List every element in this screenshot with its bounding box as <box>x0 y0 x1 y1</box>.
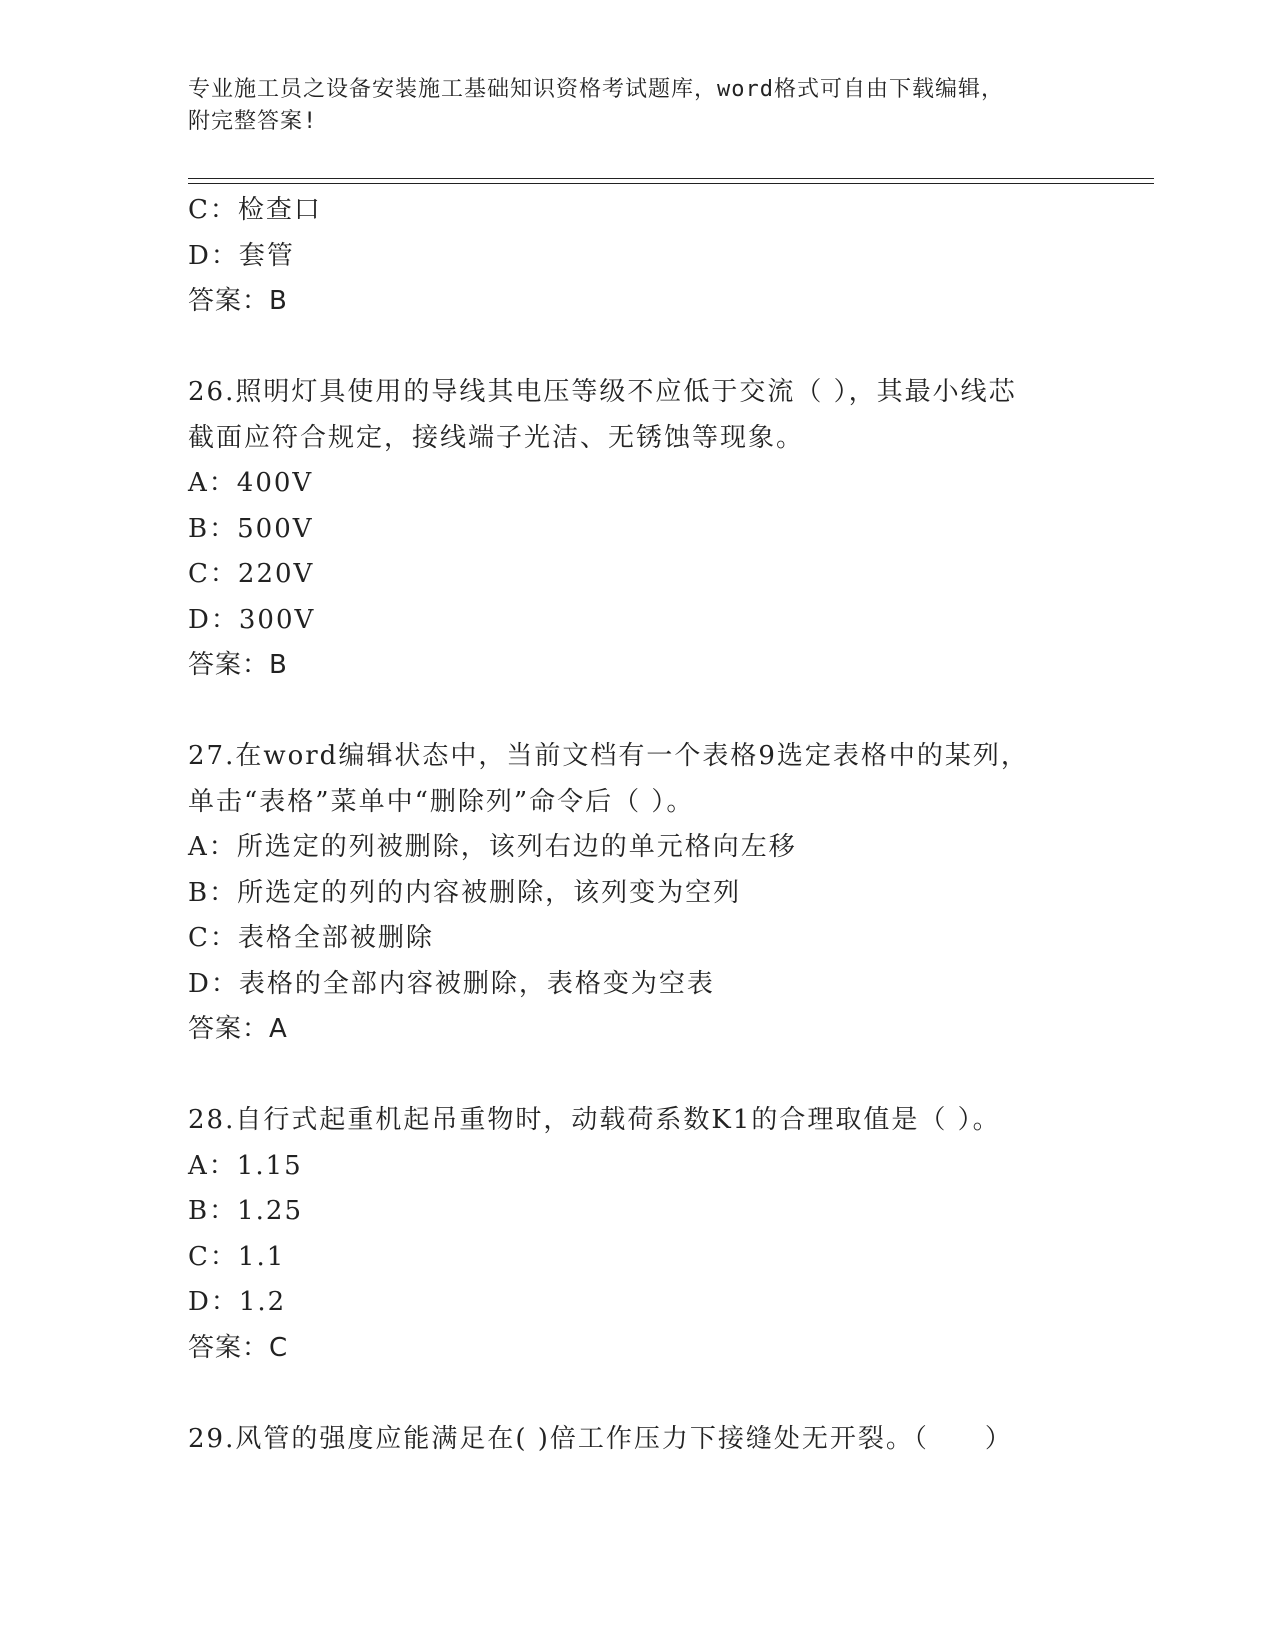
answer-line: 答案：C <box>188 1332 289 1363</box>
option-label: A： <box>188 832 237 862</box>
option-text: 1.15 <box>236 1150 303 1181</box>
option-c <box>188 188 1148 234</box>
question-text-line: 29.风管的强度应能满足在( )倍工作压力下接缝处无开裂。（ ） <box>188 1423 1013 1454</box>
option-d <box>188 1280 1148 1326</box>
question-text-line: 27.在word编辑状态中，当前文档有一个表格9选定表格中的某列， <box>188 741 1029 771</box>
option-label: B： <box>188 1196 238 1226</box>
option-label: A： <box>188 468 237 498</box>
option-label: B： <box>188 877 238 908</box>
question-27 <box>188 734 1148 1053</box>
option-b <box>188 507 1148 553</box>
answer-line: 答案：A <box>188 1014 288 1044</box>
option-label: D： <box>188 240 239 271</box>
option-label: C： <box>188 559 238 589</box>
spacer <box>188 1053 1148 1099</box>
option-text: 所选定的列被删除，该列右边的单元格向左移 <box>236 832 797 862</box>
answer-line: 答案：B <box>188 650 288 680</box>
question-29 <box>188 1417 1148 1463</box>
option-label: D： <box>188 968 239 999</box>
option-label: C： <box>188 923 238 953</box>
option-c <box>188 1235 1148 1281</box>
option-label: D： <box>188 1287 239 1317</box>
option-text: 表格的全部内容被删除，表格变为空表 <box>238 968 715 999</box>
option-text: 检查口 <box>237 195 322 225</box>
option-c <box>188 552 1148 598</box>
option-a <box>188 1144 1148 1190</box>
option-text: 1.1 <box>237 1241 286 1272</box>
option-label: C： <box>188 1241 238 1272</box>
option-text: 1.2 <box>238 1287 287 1317</box>
option-label: A： <box>188 1150 237 1181</box>
header-title-line-2: 附完整答案! <box>188 109 318 134</box>
document-body <box>188 188 1148 1462</box>
option-d <box>188 234 1148 280</box>
header-divider <box>188 178 1154 184</box>
option-text: 表格全部被删除 <box>237 923 434 953</box>
question-26 <box>188 370 1148 689</box>
option-d <box>188 962 1148 1008</box>
spacer <box>188 1371 1148 1417</box>
question-25-continued <box>188 188 1148 325</box>
option-text: 400V <box>236 468 314 498</box>
spacer <box>188 689 1148 735</box>
answer-line: 答案：B <box>188 286 288 316</box>
option-a <box>188 461 1148 507</box>
option-text: 500V <box>237 513 314 544</box>
option-text: 所选定的列的内容被删除，该列变为空列 <box>237 877 742 908</box>
header-title-line-1: 专业施工员之设备安装施工基础知识资格考试题库，word格式可自由下载编辑， <box>188 77 1004 102</box>
question-text-line: 截面应符合规定，接线端子光洁、无锈蚀等现象。 <box>188 422 805 453</box>
option-text: 套管 <box>238 240 295 271</box>
option-b <box>188 871 1148 917</box>
option-label: B： <box>188 513 238 544</box>
option-label: C： <box>188 195 238 225</box>
option-label: D： <box>188 604 239 635</box>
option-b <box>188 1189 1148 1235</box>
option-d <box>188 598 1148 644</box>
question-text-line: 28.自行式起重机起吊重物时，动载荷系数K1的合理取值是（ ）。 <box>188 1105 1001 1135</box>
option-a <box>188 825 1148 871</box>
option-text: 1.25 <box>237 1196 303 1226</box>
document-header <box>188 74 1078 138</box>
option-text: 220V <box>237 559 315 589</box>
question-text-line: 26.照明灯具使用的导线其电压等级不应低于交流（ ），其最小线芯 <box>188 377 1017 407</box>
question-text-line: 单击“表格”菜单中“删除列”命令后（ ）。 <box>188 786 695 817</box>
option-text: 300V <box>238 604 316 635</box>
question-28 <box>188 1098 1148 1371</box>
option-c <box>188 916 1148 962</box>
spacer <box>188 325 1148 371</box>
